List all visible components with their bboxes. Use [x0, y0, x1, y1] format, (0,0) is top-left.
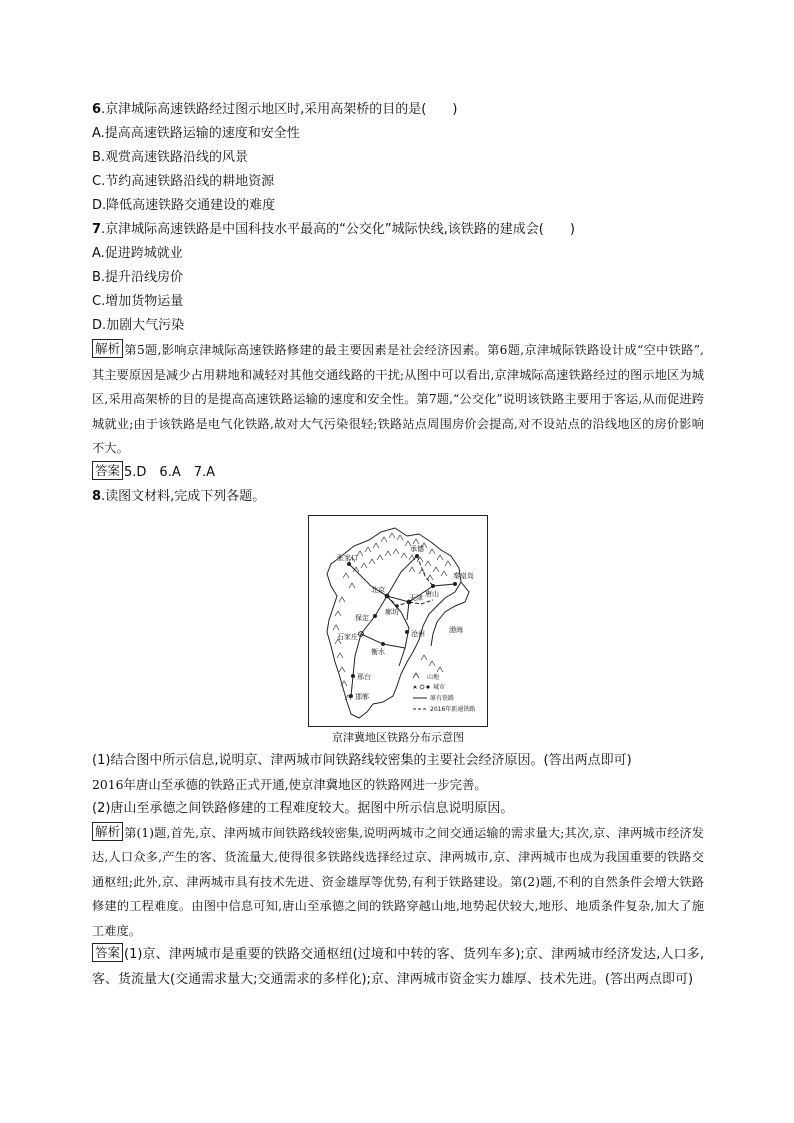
answer-tag-2: 答案: [92, 943, 123, 962]
city-label-qinhuangdao: 秦皇岛: [453, 571, 474, 580]
city-dot-beijing: [385, 593, 390, 598]
question-7-option-c: C.增加货物运量: [92, 294, 184, 309]
city-label-cangzhou: 沧州: [411, 629, 425, 638]
city-label-shijiazhuang: 石家庄: [337, 632, 358, 641]
city-label-tianjin: 天津: [409, 593, 423, 602]
city-dot-tangshan: [431, 584, 435, 588]
legend-city-label: 城市: [433, 683, 446, 691]
city-label-tangshan: 唐山: [425, 589, 439, 598]
document-page: [92, 98, 704, 992]
legend-dot-icon: [426, 685, 429, 688]
rail-map: [308, 515, 488, 727]
answer-tag: 答案: [92, 461, 123, 480]
legend-mountain-label: 山地: [427, 673, 440, 681]
city-label-xingtai: 邢台: [357, 672, 371, 681]
question-6-number: 6: [92, 102, 102, 117]
city-label-beijing: 北京: [371, 585, 385, 594]
map-background: [309, 516, 487, 726]
analysis-tag: 解析: [92, 339, 123, 358]
city-label-zhangjiakou: 张家口: [337, 553, 358, 562]
city-dot-xingtai: [351, 674, 355, 678]
city-label-handan: 邯郸: [355, 692, 369, 701]
answer-text-1: 5.D 6.A 7.A: [124, 464, 216, 480]
city-dot-cangzhou: [405, 630, 409, 634]
map-caption: 京津冀地区铁路分布示意图: [332, 730, 464, 744]
question-6-text: .京津城际高速铁路经过图示地区时,采用高架桥的目的是( ): [101, 102, 458, 117]
question-7-number: 7: [92, 222, 102, 237]
analysis-text-1: 第5题,影响京津城际高速铁路修建的最主要因素是社会经济因素。第6题,京津城际铁路设计成“空中铁路”,其主要原因是减少占用耕地和减轻对其他交通线路的干扰;从图中可以看出,京津城际高速铁路经过的图示地区为城区,采用高架桥的目的是提高高速铁路运输的速度和安全性。第7题,“公交化”说明该铁路主要用于客运,从而促进跨城就业;由于该铁路是电气化铁路,故对大气污染很轻;铁路站点周围房价会提高,对不设站点的沿线地区的房价影响不大。: [92, 343, 704, 455]
question-8-number: 8: [92, 488, 102, 504]
city-label-chengde: 承德: [410, 544, 424, 553]
question-6-option-a: A.提高高速铁路运输的速度和安全性: [92, 126, 300, 141]
question-7-option-b: B.提升沿线房价: [92, 270, 184, 285]
question-8-note: 2016年唐山至承德的铁路正式开通,使京津冀地区的铁路网进一步完善。: [92, 776, 487, 792]
question-7-option-a: A.促进跨城就业: [92, 246, 183, 261]
question-7-text: .京津城际高速铁路是中国科技水平最高的“公交化”城际快线,该铁路的建成会( ): [101, 222, 575, 237]
question-8-text: .读图文材料,完成下列各题。: [101, 488, 266, 504]
question-7-stem: [92, 218, 704, 242]
city-dot-handan: [349, 694, 353, 698]
question-6-option-b: B.观赏高速铁路沿线的风景: [92, 150, 249, 165]
answer-block-2: [92, 943, 704, 992]
analysis-text-2: 第(1)题,首先,京、津两城市间铁路线较密集,说明两城市之间交通运输的需求量大;其次,京、津两城市经济发达,人口众多,产生的客、货流量大,使得很多铁路线选择经过京、津两城市,京、津两城市也成为我国重要的铁路交通枢纽;此外,京、津两城市具有技术先进、资金雄厚等优势,有利于铁路建设。第(2)题,不利的自然条件会增大铁路修建的工程难度。由图中信息可知,唐山至承德之间的铁路穿越山地,地势起伏较大,地形、地质条件复杂,加大了施工难度。: [92, 825, 704, 938]
analysis-block-2: [92, 821, 704, 944]
analysis-block-1: [92, 338, 704, 461]
city-dot-hengshui: [381, 642, 385, 646]
answer-block-1: [92, 461, 704, 485]
question-8-stem: [92, 485, 704, 509]
city-dot-baoding: [373, 614, 377, 618]
question-8-part-1: (1)结合图中所示信息,说明京、津两城市间铁路线较密集的主要社会经济原因。(答出两点即可): [92, 752, 632, 768]
city-dot-qinhuangdao: [453, 582, 457, 586]
question-6-option-d: D.降低高速铁路交通建设的难度: [92, 198, 276, 213]
legend-new-rail-label: 2016年新通铁路: [430, 705, 476, 713]
map-sea-label: 渤海: [449, 625, 463, 634]
question-8-part-2: (2)唐山至承德之间铁路修建的工程难度较大。据图中所示信息说明原因。: [92, 800, 514, 816]
question-6-stem: [92, 98, 704, 122]
answer-text-2: (1)京、津两城市是重要的铁路交通枢纽(过境和中转的客、货列车多);京、津两城市经济发达,人口多,客、货流量大(交通需求量大;交通需求的多样化);京、津两城市资金实力雄厚、技术先进。(答出两点即可): [92, 947, 704, 987]
legend-existing-rail-label: 原有铁路: [430, 694, 455, 702]
city-dot-zhangjiakou: [347, 562, 351, 566]
city-dot-chengde: [415, 554, 419, 558]
city-label-langfang: 廊坊: [385, 607, 399, 616]
question-7-option-d: D.加剧大气污染: [92, 318, 185, 333]
map-figure: [308, 515, 488, 749]
analysis-tag-2: 解析: [92, 822, 123, 841]
question-6-option-c: C.节约高速铁路沿线的耕地资源: [92, 174, 275, 189]
city-label-hengshui: 衡水: [371, 647, 385, 656]
city-label-baoding: 保定: [355, 613, 369, 622]
